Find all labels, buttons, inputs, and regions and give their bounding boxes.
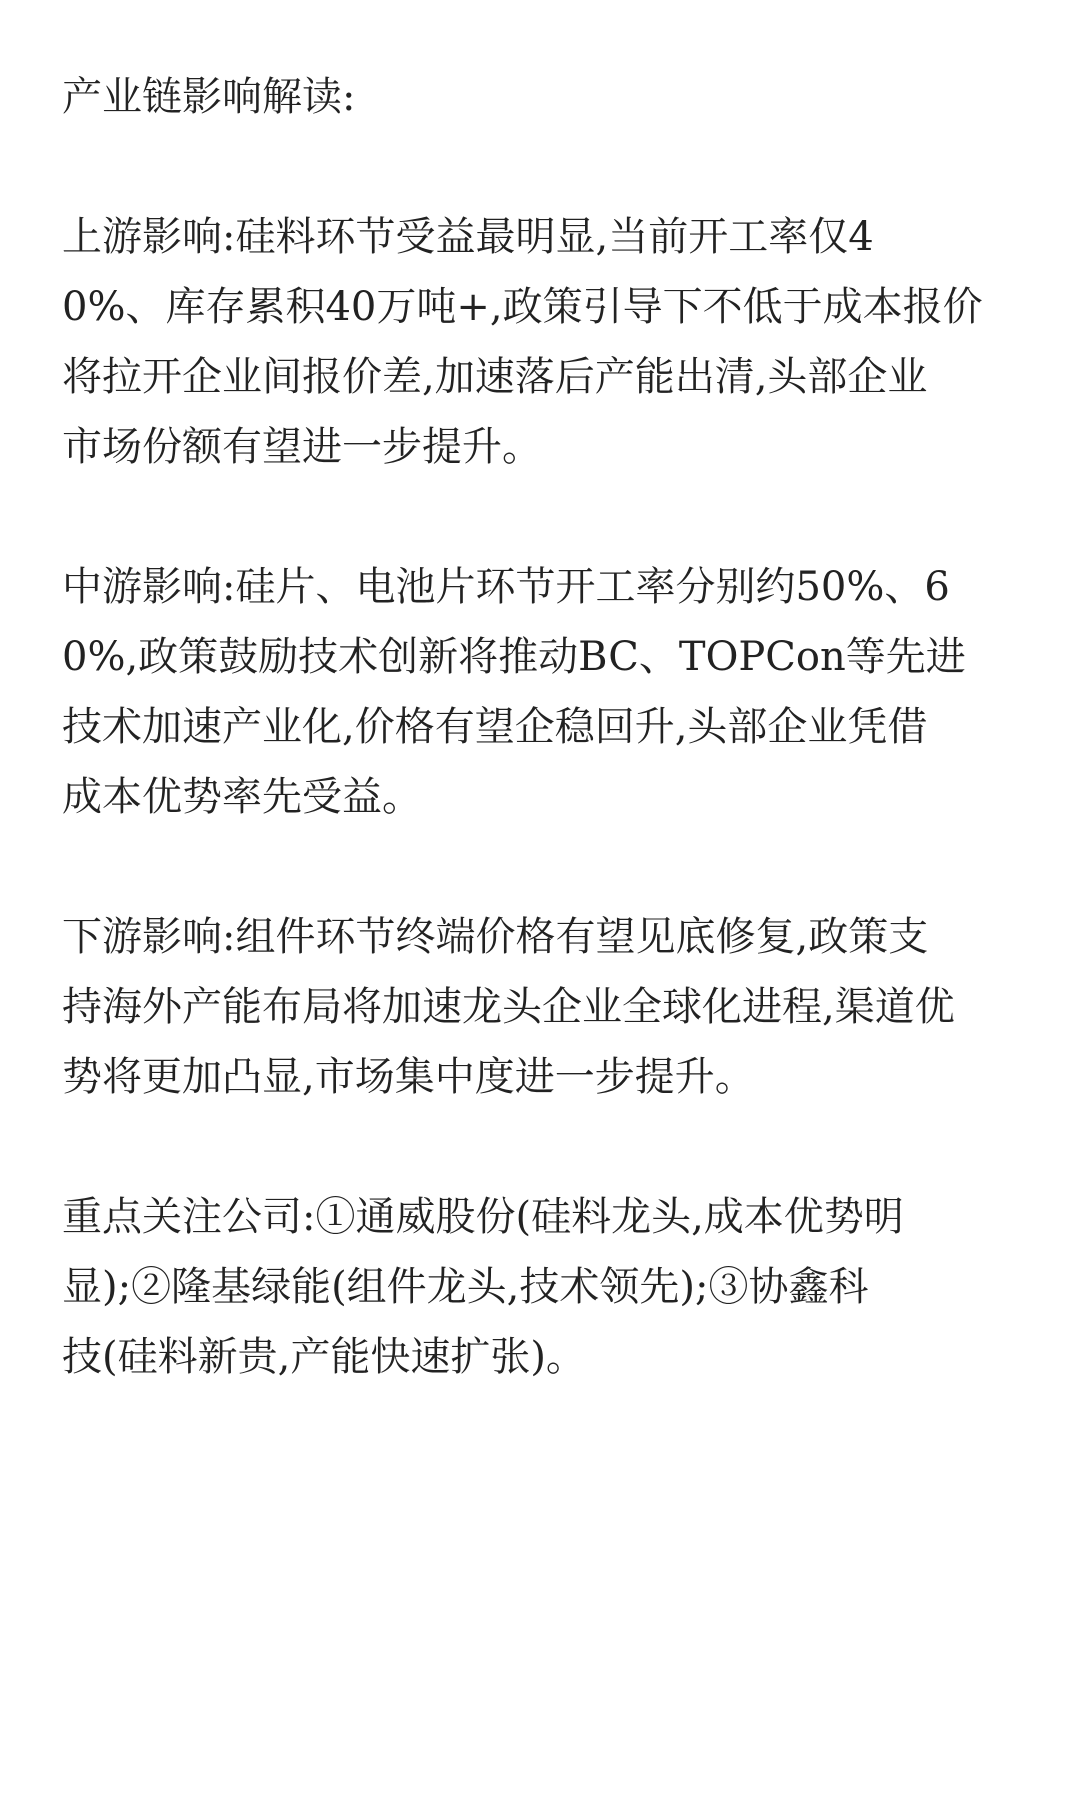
focus-companies-paragraph: 重点关注公司:①通威股份(硅料龙头,成本优势明 显);②隆基绿能(组件龙头,技术领先);③协鑫科 技(硅料新贵,产能快速扩张)。 [62,1194,904,1380]
section-heading: 产业链影响解读: [62,74,356,120]
upstream-paragraph: 上游影响:硅料环节受益最明显,当前开工率仅4 0%、库存累积40万吨+,政策引导下不低于成本报价 将拉开企业间报价差,加速落后产能出清,头部企业 市场份额有望进一步提升。 [62,214,983,470]
article-body [62,62,1022,1462]
midstream-paragraph: 中游影响:硅片、电池片环节开工率分别约50%、6 0%,政策鼓励技术创新将推动BC、TOPCon等先进 技术加速产业化,价格有望企稳回升,头部企业凭借 成本优势率先受益。 [62,564,966,820]
downstream-paragraph: 下游影响:组件环节终端价格有望见底修复,政策支 持海外产能布局将加速龙头企业全球化进程,渠道优 势将更加凸显,市场集中度进一步提升。 [62,914,955,1100]
